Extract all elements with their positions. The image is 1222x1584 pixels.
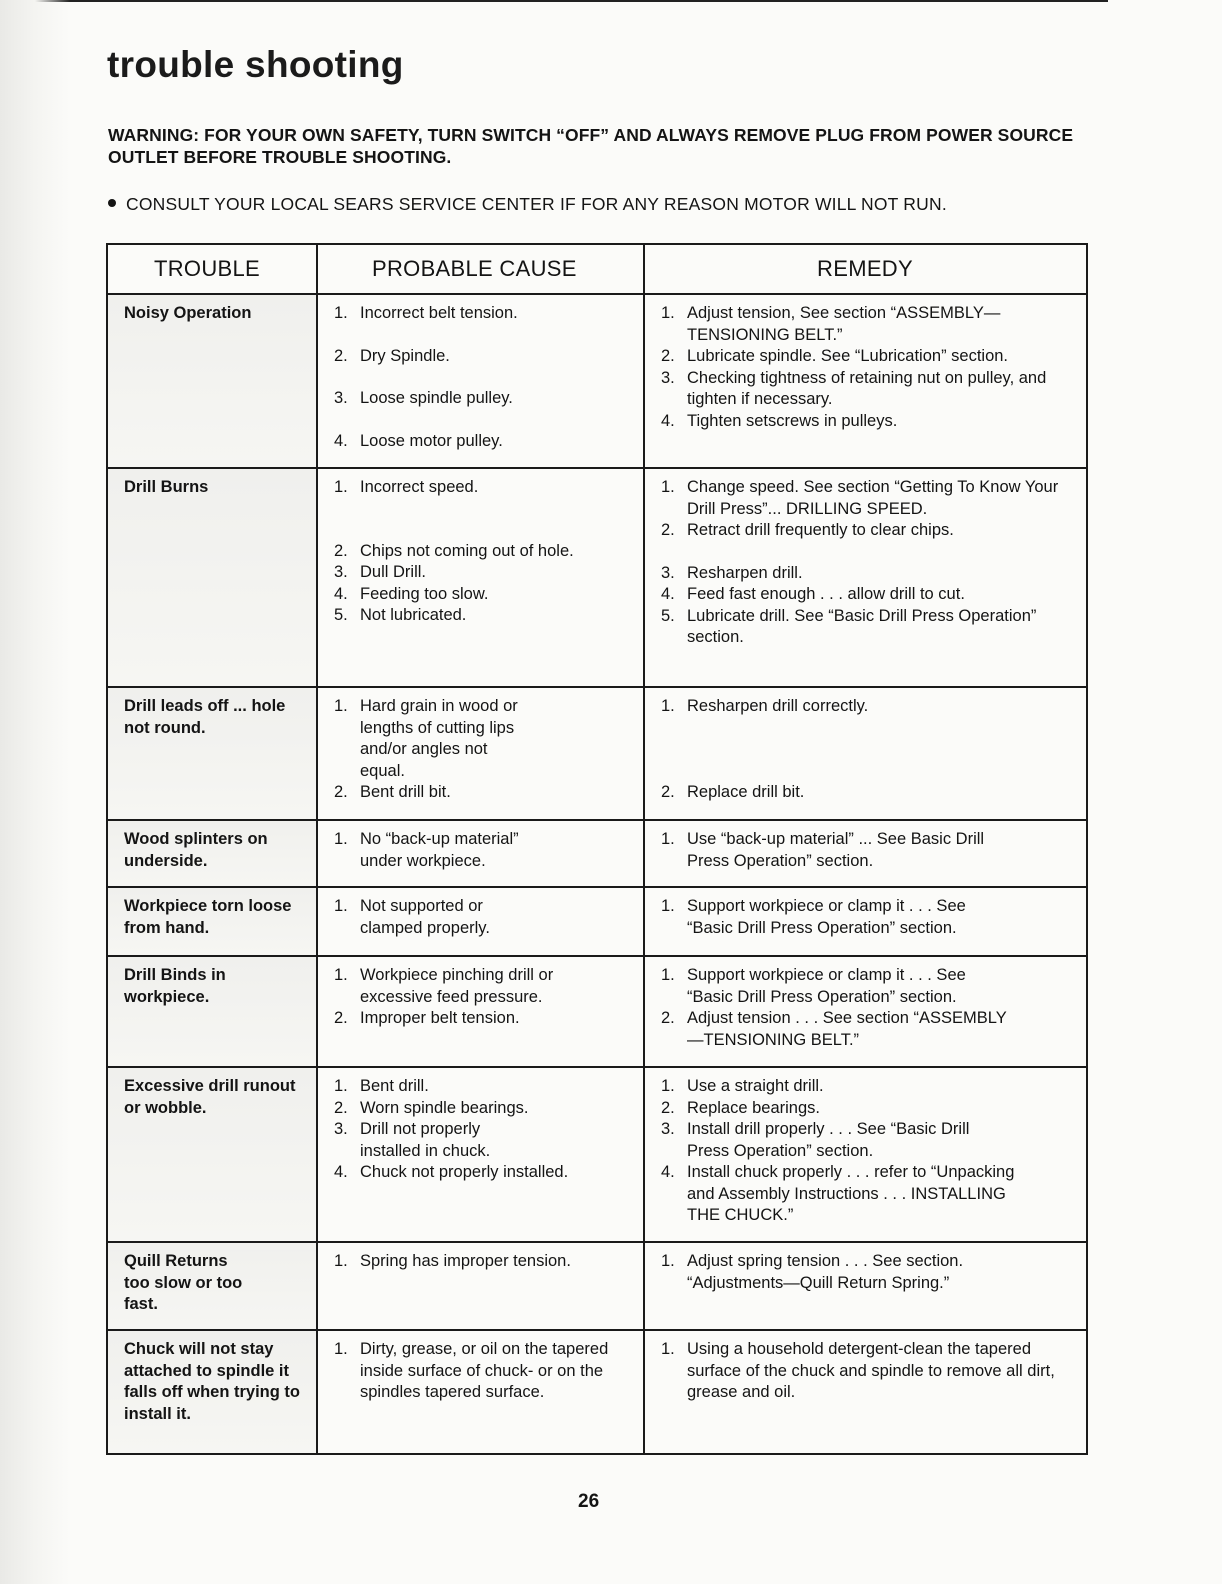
- scan-edge-shadow: [0, 0, 70, 1584]
- bullet-icon: [108, 199, 116, 207]
- cause-item: 1. Workpiece pinching drill or excessive feed pressure.: [334, 966, 554, 1006]
- remedy-item: 4. Feed fast enough . . . allow drill to cut.: [661, 585, 965, 603]
- cause-cell: [317, 468, 644, 687]
- header-remedy: REMEDY: [644, 244, 1087, 294]
- cause-item: 2. Dry Spindle.: [334, 346, 450, 365]
- remedy-item: 1. Use “back-up material” ... See Basic Drill Press Operation” section.: [661, 830, 985, 870]
- cause-item: 1. Incorrect speed.: [334, 478, 479, 496]
- remedy-item: 2. Retract drill frequently to clear chips.: [661, 521, 954, 539]
- consult-text: CONSULT YOUR LOCAL SEARS SERVICE CENTER IF FOR ANY REASON MOTOR WILL NOT RUN.: [126, 194, 947, 214]
- cause-cell: [317, 1330, 644, 1454]
- top-rule: [0, 0, 1108, 2]
- cause-cell: [317, 1242, 644, 1330]
- cause-item: 1. Hard grain in wood or lengths of cutting lips and/or angles not equal.: [334, 697, 518, 780]
- remedy-cell: [644, 887, 1087, 956]
- page-number: 26: [578, 1491, 600, 1512]
- page-title: trouble shooting: [107, 44, 404, 85]
- remedy-item: 3. Install drill properly . . . See “Basic Drill Press Operation” section.: [661, 1120, 970, 1160]
- cause-cell: [317, 294, 644, 468]
- remedy-cell: [644, 820, 1087, 887]
- trouble-cell: Drill Binds in workpiece.: [107, 956, 317, 1067]
- trouble-cell: Drill leads off ... hole not round.: [107, 687, 317, 820]
- trouble-cell: Workpiece torn loose from hand.: [107, 887, 317, 956]
- remedy-cell: [644, 687, 1087, 820]
- table-row: [107, 687, 1087, 820]
- remedy-item: 4. Tighten setscrews in pulleys.: [661, 411, 898, 430]
- remedy-cell: [644, 956, 1087, 1067]
- header-trouble: TROUBLE: [107, 244, 317, 294]
- table-row: [107, 1242, 1087, 1330]
- header-probable-cause: PROBABLE CAUSE: [317, 244, 644, 294]
- cause-item: 4. Chuck not properly installed.: [334, 1163, 569, 1181]
- cause-item: 5. Not lubricated.: [334, 606, 467, 624]
- cause-item: 1. Incorrect belt tension.: [334, 304, 518, 322]
- remedy-item: 3. Checking tightness of retaining nut on pulley, and tighten if necessary.: [661, 368, 1047, 408]
- cause-cell: [317, 956, 644, 1067]
- table-row: [107, 468, 1087, 687]
- cause-item: 1. Bent drill.: [334, 1077, 429, 1095]
- cause-item: 4. Feeding too slow.: [334, 584, 489, 603]
- cause-item: 2. Worn spindle bearings.: [334, 1098, 529, 1117]
- table-header-row: [107, 244, 1087, 294]
- consult-note: [108, 194, 947, 215]
- trouble-cell: Wood splinters on underside.: [107, 820, 317, 887]
- cause-item: 3. Drill not properly installed in chuck.: [334, 1120, 491, 1160]
- cause-item: 4. Loose motor pulley.: [334, 431, 503, 450]
- table-row: [107, 1330, 1087, 1454]
- remedy-item: 1. Change speed. See section “Getting To Know Your Drill Press”... DRILLING SPEED.: [661, 478, 1059, 518]
- cause-cell: [317, 1067, 644, 1242]
- remedy-cell: [644, 1330, 1087, 1454]
- trouble-cell: Excessive drill runout or wobble.: [107, 1067, 317, 1242]
- remedy-item: 1. Support workpiece or clamp it . . . See “Basic Drill Press Operation” section.: [661, 966, 966, 1006]
- cause-item: 2. Chips not coming out of hole.: [334, 541, 574, 560]
- table-row: [107, 956, 1087, 1067]
- cause-item: 2. Improper belt tension.: [334, 1009, 520, 1027]
- cause-item: 2. Bent drill bit.: [334, 783, 451, 801]
- remedy-item: 5. Lubricate drill. See “Basic Drill Press Operation” section.: [661, 606, 1037, 646]
- remedy-item: 1. Adjust spring tension . . . See section. “Adjustments—Quill Return Spring.”: [661, 1252, 964, 1292]
- remedy-item: 2. Lubricate spindle. See “Lubrication” section.: [661, 347, 1009, 365]
- table-row: [107, 294, 1087, 468]
- table-row: [107, 1067, 1087, 1242]
- trouble-cell: Quill Returns too slow or too fast.: [107, 1242, 317, 1330]
- remedy-item: 2. Replace drill bit.: [661, 782, 805, 801]
- cause-cell: [317, 820, 644, 887]
- remedy-item: 2. Adjust tension . . . See section “ASSEMBLY—TENSIONING BELT.”: [661, 1009, 1007, 1049]
- cause-item: 1. No “back-up material” under workpiece.: [334, 830, 519, 870]
- cause-item: 3. Dull Drill.: [334, 563, 426, 581]
- cause-item: 3. Loose spindle pulley.: [334, 389, 513, 407]
- cause-item: 1. Not supported or clamped properly.: [334, 897, 490, 937]
- cause-cell: [317, 887, 644, 956]
- cause-item: 1. Spring has improper tension.: [334, 1252, 571, 1270]
- safety-warning: WARNING: FOR YOUR OWN SAFETY, TURN SWITCH “OFF” AND ALWAYS REMOVE PLUG FROM POWER SOURCE OUTLET BEFORE TROUBLE SHOOTING.: [108, 125, 1074, 167]
- remedy-item: 3. Resharpen drill.: [661, 563, 803, 582]
- remedy-item: 1. Resharpen drill correctly.: [661, 697, 869, 715]
- remedy-item: 1. Using a household detergent-clean the tapered surface of the chuck and spindle to remove all dirt, grease and oil.: [661, 1340, 1055, 1401]
- troubleshooting-table: [106, 243, 1088, 1455]
- remedy-item: 4. Install chuck properly . . . refer to “Unpacking and Assembly Instructions . . . INSTALLING THE CHUCK.”: [661, 1163, 1015, 1224]
- trouble-cell: Drill Burns: [107, 468, 317, 687]
- remedy-cell: [644, 1242, 1087, 1330]
- remedy-item: 1. Support workpiece or clamp it . . . See “Basic Drill Press Operation” section.: [661, 897, 966, 937]
- table-row: [107, 820, 1087, 887]
- remedy-cell: [644, 294, 1087, 468]
- cause-cell: [317, 687, 644, 820]
- remedy-item: 1. Adjust tension, See section “ASSEMBLY—TENSIONING BELT.”: [661, 304, 1001, 344]
- trouble-cell: Chuck will not stay attached to spindle it falls off when trying to install it.: [107, 1330, 317, 1454]
- remedy-item: 2. Replace bearings.: [661, 1098, 820, 1117]
- table-row: [107, 887, 1087, 956]
- trouble-cell: Noisy Operation: [107, 294, 317, 468]
- remedy-cell: [644, 1067, 1087, 1242]
- remedy-item: 1. Use a straight drill.: [661, 1077, 824, 1095]
- cause-item: 1. Dirty, grease, or oil on the tapered inside surface of chuck- or on the spindles tapered surface.: [334, 1340, 609, 1401]
- remedy-cell: [644, 468, 1087, 687]
